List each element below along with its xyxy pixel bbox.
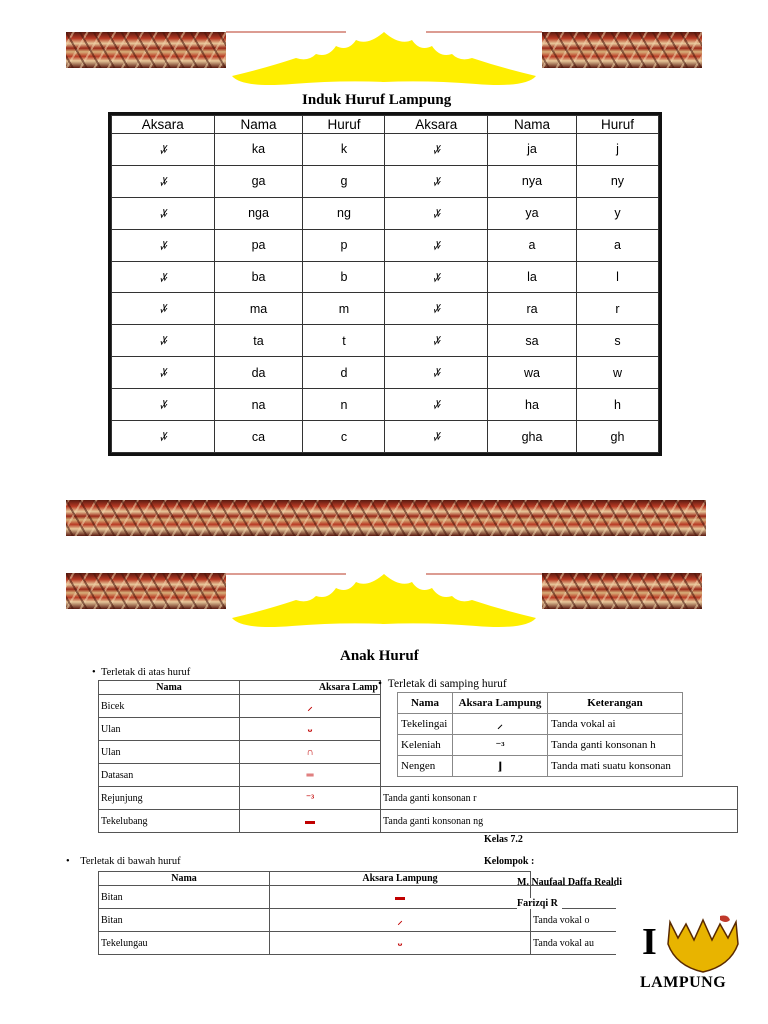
table-row: [99, 909, 617, 932]
induk-huruf-table: [108, 112, 662, 456]
huruf-cell: k: [303, 134, 385, 166]
huruf-cell: m: [303, 293, 385, 325]
aksara-mark: ⁻³: [240, 787, 381, 810]
logo-text: LAMPUNG: [640, 974, 727, 991]
nama-cell: da: [214, 357, 303, 389]
nama-cell: ka: [214, 134, 303, 166]
aksara-mark: ▬: [240, 810, 381, 833]
nama-cell: ta: [214, 325, 303, 357]
header-nama: Nama: [99, 681, 240, 695]
aksara-glyph: ꤸ: [385, 134, 488, 166]
nama-cell: Ulan: [99, 741, 240, 764]
logo-letter: I: [642, 921, 657, 963]
table-row: [112, 261, 659, 293]
table-row: [398, 714, 683, 735]
bullet-atas: • Terletak di atas huruf: [92, 667, 191, 678]
nama-cell: Datasan: [99, 764, 240, 787]
nama-cell: pa: [214, 229, 303, 261]
nama-cell: ma: [214, 293, 303, 325]
aksara-glyph: ꤸ: [112, 421, 215, 453]
tapis-band-right-1: [542, 32, 702, 68]
table-row: [398, 735, 683, 756]
aksara-mark: ═: [240, 764, 381, 787]
nama-cell: nga: [214, 197, 303, 229]
table-row: [112, 421, 659, 453]
aksara-glyph: ꤸ: [385, 165, 488, 197]
aksara-glyph: ꤸ: [112, 165, 215, 197]
member-name: M. Naufaal Daffa Realdi: [517, 877, 622, 888]
aksara-mark: ▬: [270, 886, 531, 909]
tapis-band-left-1: [66, 32, 226, 68]
siger-crown-icon: [226, 570, 542, 632]
i-love-lampung-logo: [638, 912, 750, 996]
header-nama: Nama: [398, 693, 453, 714]
aksara-glyph: ꤸ: [112, 389, 215, 421]
huruf-cell: a: [576, 229, 658, 261]
nama-cell: Ulan: [99, 718, 240, 741]
huruf-cell: l: [576, 261, 658, 293]
keterangan-cell: Tanda ganti konsonan ng: [381, 810, 738, 833]
header-aksara: Aksara: [112, 116, 215, 134]
huruf-cell: p: [303, 229, 385, 261]
huruf-cell: ng: [303, 197, 385, 229]
huruf-cell: s: [576, 325, 658, 357]
tapis-band-left-2: [66, 573, 226, 609]
table-row: [112, 357, 659, 389]
table-row: [398, 756, 683, 777]
aksara-glyph: ꤸ: [112, 357, 215, 389]
nama-cell: ga: [214, 165, 303, 197]
siger-crown-icon: [226, 28, 542, 90]
table-row: [112, 165, 659, 197]
nama-cell: Keleniah: [398, 735, 453, 756]
table-header-row: [112, 116, 659, 134]
aksara-glyph: ꤸ: [112, 293, 215, 325]
aksara-glyph: ꤸ: [385, 229, 488, 261]
table-row: [112, 389, 659, 421]
keterangan-cell: Tanda vokal ai: [548, 714, 683, 735]
huruf-cell: h: [576, 389, 658, 421]
tapis-band-right-2: [542, 573, 702, 609]
nama-cell: ha: [488, 389, 577, 421]
nama-cell: nya: [488, 165, 577, 197]
nama-cell: wa: [488, 357, 577, 389]
table-row: [112, 325, 659, 357]
aksara-glyph: ꤸ: [385, 325, 488, 357]
huruf-cell: c: [303, 421, 385, 453]
class-label: Kelas 7.2: [484, 834, 523, 845]
huruf-cell: gh: [576, 421, 658, 453]
keterangan-cell: Tanda vokal o: [531, 909, 617, 932]
nama-cell: ja: [488, 134, 577, 166]
aksara-mark: ⌋: [453, 756, 548, 777]
nama-cell: ya: [488, 197, 577, 229]
bullet-bawah: • Terletak di bawah huruf: [66, 856, 181, 867]
header-keterangan: Keterangan: [548, 693, 683, 714]
table-header-row: [398, 693, 683, 714]
huruf-cell: ny: [576, 165, 658, 197]
nama-cell: Bitan: [99, 909, 270, 932]
table-row: [112, 197, 659, 229]
header-aksara: Aksara Lampung: [453, 693, 548, 714]
huruf-cell: n: [303, 389, 385, 421]
table-row: [99, 810, 738, 833]
table-row: [99, 932, 617, 955]
header-aksara: Aksara: [385, 116, 488, 134]
nama-cell: a: [488, 229, 577, 261]
header-nama: Nama: [488, 116, 577, 134]
huruf-cell: y: [576, 197, 658, 229]
aksara-glyph: ꤸ: [112, 325, 215, 357]
huruf-cell: g: [303, 165, 385, 197]
aksara-mark: ᴗ: [240, 718, 381, 741]
huruf-cell: t: [303, 325, 385, 357]
keterangan-cell: Tanda ganti konsonan h: [548, 735, 683, 756]
header-aksara: Aksara Lamp: [240, 681, 381, 695]
table-row: [112, 229, 659, 261]
aksara-mark: ⸝: [240, 695, 381, 718]
aksara-glyph: ꤸ: [112, 261, 215, 293]
aksara-glyph: ꤸ: [385, 197, 488, 229]
nama-cell: Tekelubang: [99, 810, 240, 833]
huruf-cell: d: [303, 357, 385, 389]
aksara-mark: ⸝: [270, 909, 531, 932]
aksara-mark: ∩: [240, 741, 381, 764]
member-name: Farizqi R: [517, 898, 562, 909]
header-huruf: Huruf: [576, 116, 658, 134]
siger-heart-icon: [660, 914, 746, 974]
table-row: [112, 293, 659, 325]
anak-samping-table: [397, 692, 683, 777]
aksara-glyph: ꤸ: [385, 421, 488, 453]
nama-cell: Bicek: [99, 695, 240, 718]
nama-cell: Bitan: [99, 886, 270, 909]
page-title: Induk Huruf Lampung: [302, 92, 452, 108]
header-nama: Nama: [214, 116, 303, 134]
nama-cell: sa: [488, 325, 577, 357]
aksara-mark: ⸝: [453, 714, 548, 735]
group-label: Kelompok :: [484, 856, 535, 867]
nama-cell: ba: [214, 261, 303, 293]
nama-cell: la: [488, 261, 577, 293]
aksara-mark: ⁻³: [453, 735, 548, 756]
header-aksara: Aksara Lampung: [270, 872, 531, 886]
keterangan-cell: Tanda mati suatu konsonan: [548, 756, 683, 777]
nama-cell: Tekelungau: [99, 932, 270, 955]
header-huruf: Huruf: [303, 116, 385, 134]
aksara-glyph: ꤸ: [112, 134, 215, 166]
table-row: [99, 787, 738, 810]
huruf-cell: r: [576, 293, 658, 325]
table-row: [112, 134, 659, 166]
huruf-cell: w: [576, 357, 658, 389]
nama-cell: na: [214, 389, 303, 421]
tapis-band-full: [66, 500, 706, 536]
nama-cell: Tekelingai: [398, 714, 453, 735]
nama-cell: ca: [214, 421, 303, 453]
nama-cell: ra: [488, 293, 577, 325]
aksara-mark: ᴗ: [270, 932, 531, 955]
aksara-glyph: ꤸ: [385, 389, 488, 421]
keterangan-cell: Tanda ganti konsonan r: [381, 787, 738, 810]
aksara-glyph: ꤸ: [385, 261, 488, 293]
keterangan-cell: Tanda vokal au: [531, 932, 617, 955]
header-nama: Nama: [99, 872, 270, 886]
huruf-cell: j: [576, 134, 658, 166]
aksara-glyph: ꤸ: [385, 357, 488, 389]
aksara-glyph: ꤸ: [112, 197, 215, 229]
nama-cell: Rejunjung: [99, 787, 240, 810]
nama-cell: gha: [488, 421, 577, 453]
aksara-glyph: ꤸ: [112, 229, 215, 261]
section-title: Anak Huruf: [340, 648, 419, 664]
aksara-glyph: ꤸ: [385, 293, 488, 325]
huruf-cell: b: [303, 261, 385, 293]
bullet-samping: • Terletak di samping huruf: [378, 678, 507, 690]
nama-cell: Nengen: [398, 756, 453, 777]
